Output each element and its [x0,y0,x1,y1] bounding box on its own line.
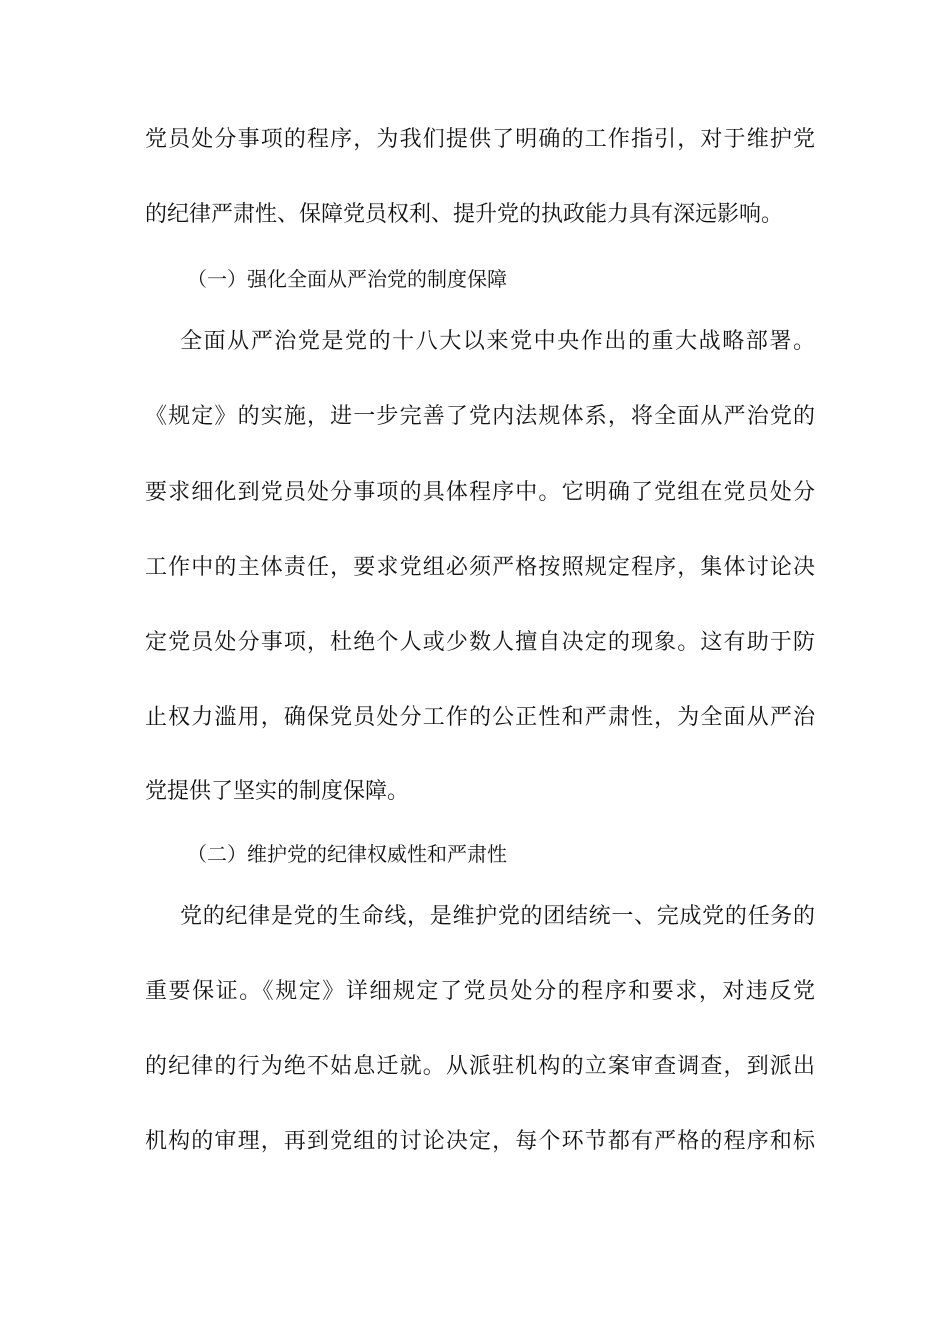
paragraph-line: 的纪律的行为绝不姑息迁就。从派驻机构的立案审查调查，到派出 [145,1054,815,1079]
paragraph-line: 党员处分事项的程序，为我们提供了明确的工作指引，对于维护党 [145,127,815,152]
paragraph-line: 定党员处分事项，杜绝个人或少数人擅自决定的现象。这有助于防 [145,630,815,655]
paragraph-line: 党的纪律是党的生命线，是维护党的团结统一、完成党的任务的 [180,904,815,929]
paragraph-line: 《规定》的实施，进一步完善了党内法规体系，将全面从严治党的 [145,404,815,429]
paragraph-line: 重要保证。《规定》详细规定了党员处分的程序和要求，对违反党 [145,979,815,1004]
paragraph-line: 机构的审理，再到党组的讨论决定，每个环节都有严格的程序和标 [145,1129,815,1154]
paragraph-line: 党提供了坚实的制度保障。 [145,779,410,804]
paragraph-line: 全面从严治党是党的十八大以来党中央作出的重大战略部署。 [180,329,815,354]
section-heading-1: （一）强化全面从严治党的制度保障 [187,267,507,291]
section-heading-2: （二）维护党的纪律权威性和严肃性 [187,842,507,866]
paragraph-line: 的纪律严肃性、保障党员权利、提升党的执政能力具有深远影响。 [145,202,784,227]
paragraph-line: 工作中的主体责任，要求党组必须严格按照规定程序，集体讨论决 [145,555,815,580]
paragraph-line: 要求细化到党员处分事项的具体程序中。它明确了党组在党员处分 [145,480,815,505]
paragraph-line: 止权力滥用，确保党员处分工作的公正性和严肃性，为全面从严治 [145,705,815,730]
